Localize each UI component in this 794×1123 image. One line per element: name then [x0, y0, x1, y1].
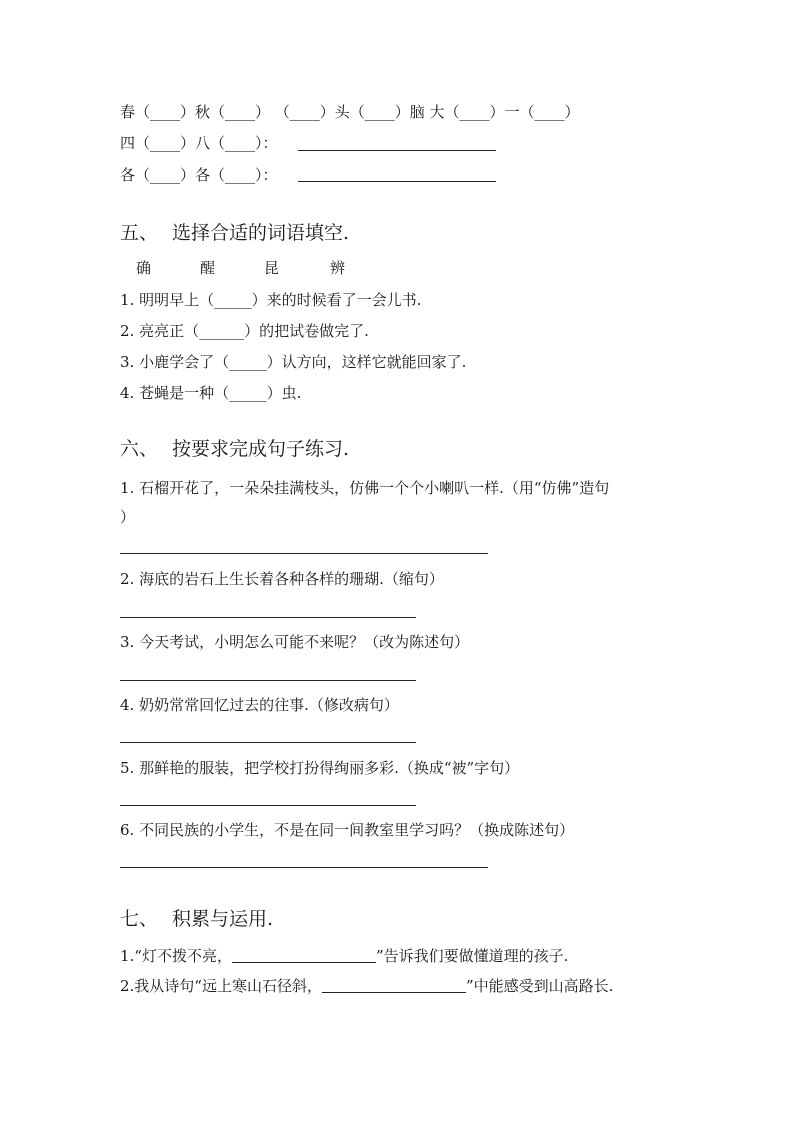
- section-7-item-2-suffix: ”中能感受到山高路长.: [465, 977, 614, 995]
- idiom-row-3-text: 各（____）各（____）：: [120, 166, 278, 184]
- answer-blank-7-2[interactable]: [322, 978, 466, 993]
- section-7-title: 积累与运用.: [172, 908, 274, 930]
- section-6-item-1: 1. 石榴开花了，一朵朵挂满枝头，仿佛一个个小喇叭一样.（用“仿佛”造句: [120, 479, 610, 497]
- idiom-row-2: [120, 133, 278, 153]
- section-7-item-2-prefix: 2.我从诗句“远上寒山石径斜，: [120, 977, 322, 995]
- section-6-item-3: 3. 今天考试，小明怎么可能不来呢？（改为陈述句）: [120, 633, 470, 651]
- section-5-item-3: 3. 小鹿学会了（_____）认方向，这样它就能回家了.: [120, 353, 467, 371]
- section-7-item-1-suffix: ”告诉我们要做懂道理的孩子.: [375, 947, 569, 965]
- section-5-item-4: 4. 苍蝇是一种（_____）虫.: [120, 384, 302, 402]
- section-6-item-1-continuation: ）: [120, 508, 136, 526]
- section-7-item-1-prefix: 1.“灯不拨不亮，: [120, 947, 232, 965]
- answer-blank-7-1[interactable]: [232, 948, 376, 963]
- word-bank-item: 醒: [200, 259, 216, 277]
- section-5-item-2: 2. 亮亮正（______）的把试卷做完了.: [120, 322, 369, 340]
- section-6-item-6: 6. 不同民族的小学生，不是在同一间教室里学习吗？（换成陈述句）: [120, 821, 575, 839]
- answer-line-idiom-2[interactable]: [298, 150, 496, 151]
- idiom-row-1: 春（____）秋（____） （____）头（____）脑 大（____）一（____）: [120, 103, 580, 121]
- section-6-item-4: 4. 奶奶常常回忆过去的往事.（修改病句）: [120, 696, 399, 714]
- section-7-number: 七、: [120, 908, 159, 930]
- section-7-item-1: [120, 946, 568, 966]
- word-bank: [136, 258, 345, 278]
- answer-line-6-2[interactable]: [120, 617, 416, 618]
- answer-line-6-3[interactable]: [120, 680, 416, 681]
- answer-line-6-1[interactable]: [120, 553, 488, 554]
- section-6-item-5: 5. 那鲜艳的服装，把学校打扮得绚丽多彩.（换成“被”字句）: [120, 759, 520, 777]
- section-5-item-1: 1. 明明早上（_____）来的时候看了一会儿书.: [120, 291, 422, 309]
- section-5-number: 五、: [120, 222, 159, 244]
- word-bank-item: 辨: [330, 259, 346, 277]
- answer-line-idiom-3[interactable]: [298, 181, 496, 182]
- section-7-item-2: [120, 976, 613, 996]
- answer-line-6-5[interactable]: [120, 805, 416, 806]
- section-5-heading: [120, 220, 349, 246]
- section-6-item-2: 2. 海底的岩石上生长着各种各样的珊瑚.（缩句）: [120, 570, 444, 588]
- section-5-title: 选择合适的词语填空.: [172, 222, 350, 244]
- word-bank-item: 昆: [264, 259, 280, 277]
- section-6-number: 六、: [120, 438, 159, 460]
- idiom-row-3: [120, 165, 278, 185]
- section-6-heading: [120, 436, 349, 462]
- section-6-title: 按要求完成句子练习.: [172, 438, 350, 460]
- word-bank-item: 确: [136, 259, 152, 277]
- answer-line-6-4[interactable]: [120, 742, 416, 743]
- section-7-heading: [120, 906, 273, 932]
- answer-line-6-6[interactable]: [120, 867, 488, 868]
- idiom-row-2-text: 四（____）八（____）：: [120, 134, 278, 152]
